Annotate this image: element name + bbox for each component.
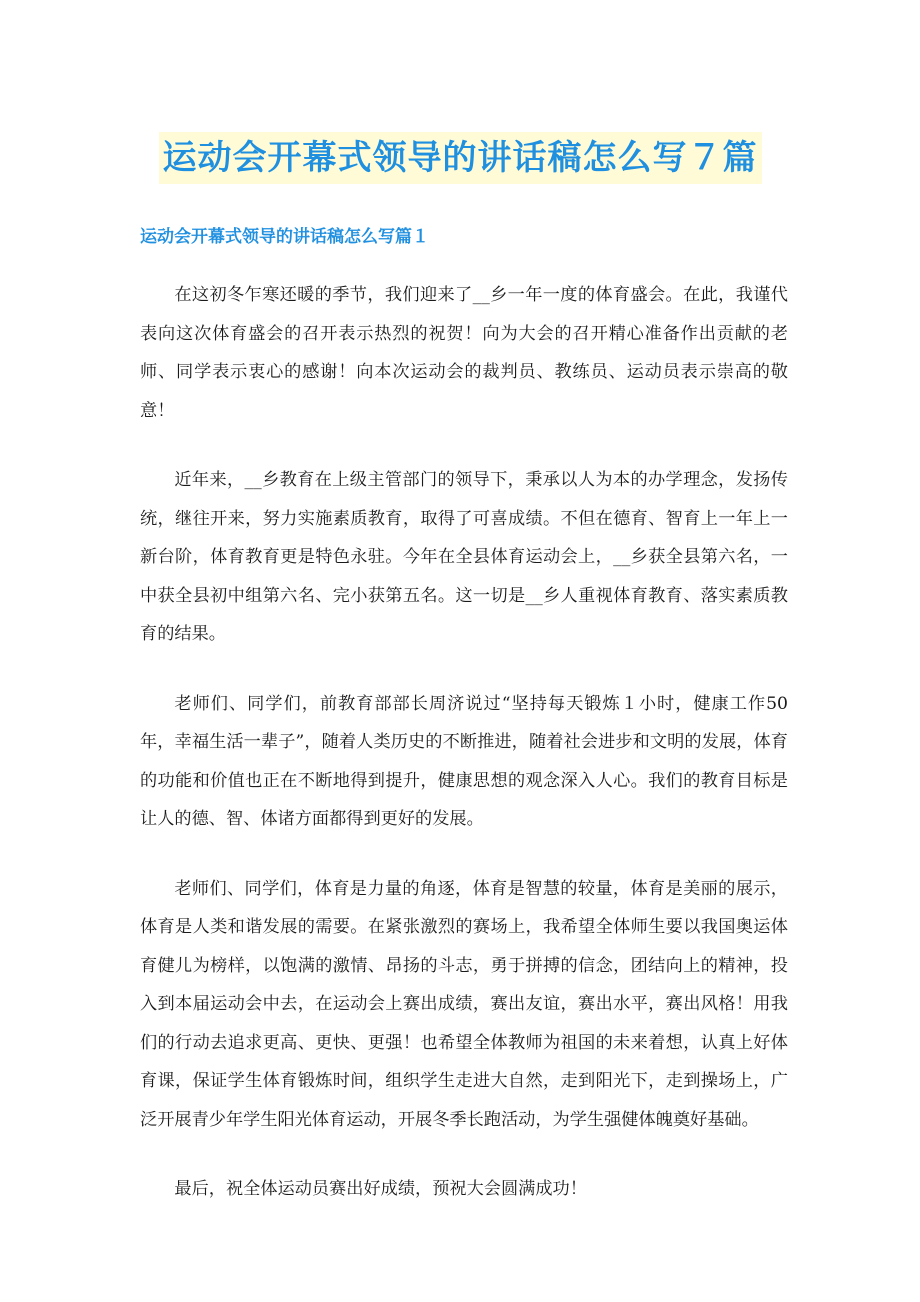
paragraph: 最后，祝全体运动员赛出好成绩，预祝大会圆满成功！: [174, 1179, 587, 1199]
section-heading: 运动会开幕式领导的讲话稿怎么写篇１: [140, 227, 429, 247]
paragraph: 老师们、同学们，前教育部部长周济说过“坚持每天锻炼１小时，健康工作50年，幸福生活一辈子”，随着人类历史的不断推进，随着社会进步和文明的发展，体育的功能和价值也正在不断地得到提升，健康思想的观念深入人心。我们的教育目标是让人的德、智、体诸方面都得到更好的发展。: [140, 693, 788, 829]
paragraph: 在这初冬乍寒还暖的季节，我们迎来了__乡一年一度的体育盛会。在此，我谨代表向这次体育盛会的召开表示热烈的祝贺！向为大会的召开精心准备作出贡献的老师、同学表示衷心的感谢！向本次运动会的裁判员、教练员、运动员表示崇高的敬意！: [140, 285, 788, 421]
paragraph: 近年来，__乡教育在上级主管部门的领导下，秉承以人为本的办学理念，发扬传统，继往开来，努力实施素质教育，取得了可喜成绩。不但在德育、智育上一年上一新台阶，体育教育更是特色永驻。今年在全县体育运动会上，__乡获全县第六名，一中获全县初中组第六名、完小获第五名。这一切是__乡人重视体育教育、落实素质教育的结果。: [140, 470, 788, 644]
document-body: [140, 276, 788, 1240]
document-title: 运动会开幕式领导的讲话稿怎么写７篇: [159, 132, 762, 184]
title-container: [0, 132, 920, 184]
paragraph: 老师们、同学们，体育是力量的角逐，体育是智慧的较量，体育是美丽的展示，体育是人类和谐发展的需要。在紧张激烈的赛场上，我希望全体师生要以我国奥运体育健儿为榜样，以饱满的激情、昂扬的斗志，勇于拼搏的信念，团结向上的精神，投入到本届运动会中去，在运动会上赛出成绩，赛出友谊，赛出水平，赛出风格！用我们的行动去追求更高、更快、更强！也希望全体教师为祖国的未来着想，认真上好体育课，保证学生体育锻炼时间，组织学生走进大自然，走到阳光下，走到操场上，广泛开展青少年学生阳光体育运动，开展冬季长跑活动，为学生强健体魄奠好基础。: [140, 878, 788, 1130]
